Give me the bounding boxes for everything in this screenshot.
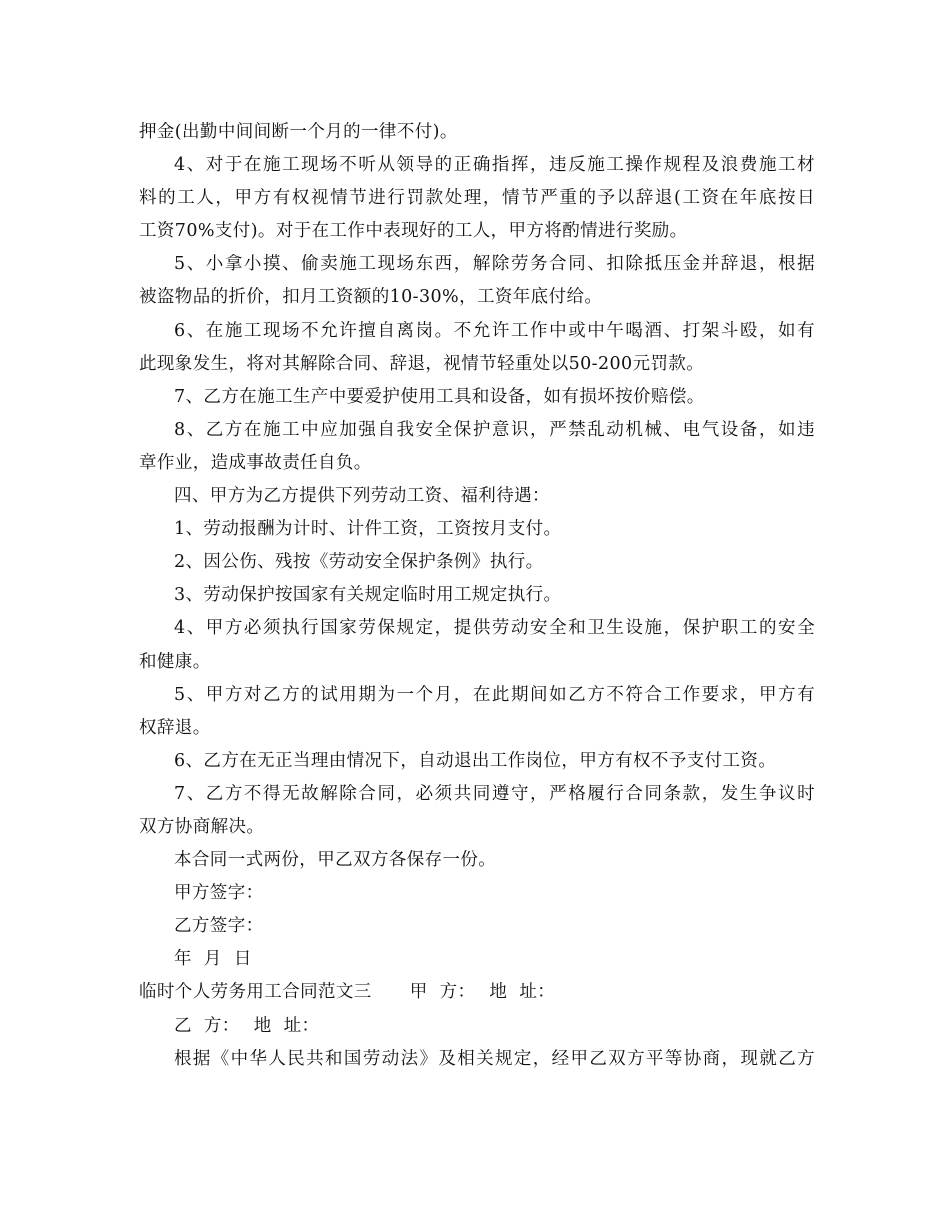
document-body: [139, 116, 815, 1076]
text-line: 6、乙方在无正当理由情况下，自动退出工作岗位，甲方有权不予支付工资。: [174, 750, 777, 771]
text-line: 1、劳动报酬为计时、计件工资，工资按月支付。: [174, 519, 562, 540]
text-line: 3、劳动保护按国家有关规定临时用工规定执行。: [174, 585, 562, 606]
party-b-address-char2: 址：: [283, 1015, 320, 1036]
contract-title-line: [139, 976, 815, 1009]
text-line: 和健康。: [139, 651, 211, 672]
party-b-signature-label: 乙方签字：: [174, 916, 264, 937]
text-line: 6、在施工现场不允许擅自离岗。不允许工作中或中午喝酒、打架斗殴，如有: [174, 320, 815, 341]
text-line: 4、对于在施工现场不听从领导的正确指挥，违反施工操作规程及浪费施工材: [174, 155, 815, 176]
party-a-label-char2: 方：: [439, 982, 476, 1003]
date-year-label: 年: [174, 949, 192, 970]
party-b-label-char2: 方：: [203, 1015, 240, 1036]
party-a-label-char1: 甲: [409, 982, 428, 1003]
text-line: 2、因公伤、残按《劳动安全保护条例》执行。: [174, 552, 544, 573]
text-line: 本合同一式两份，甲乙双方各保存一份。: [174, 850, 497, 871]
text-line: 5、小拿小摸、偷卖施工现场东西，解除劳务合同、扣除抵压金并辞退，根据: [174, 254, 815, 275]
text-line: 权辞退。: [139, 717, 211, 738]
date-day-label: 日: [233, 949, 252, 970]
party-b-address-char1: 地: [253, 1015, 272, 1036]
contract-title: 临时个人劳务用工合同范文三: [139, 982, 372, 1003]
party-a-address-char2: 址：: [519, 982, 556, 1003]
party-a-address-char1: 地: [489, 982, 508, 1003]
text-line: 章作业，造成事故责任自负。: [139, 452, 372, 473]
party-b-line: [139, 1010, 815, 1043]
date-month-label: 月: [203, 949, 222, 970]
text-line: 料的工人，甲方有权视情节进行罚款处理，情节严重的予以辞退(工资在年底按日: [139, 188, 815, 209]
date-line: [139, 943, 815, 976]
text-line: 根据《中华人民共和国劳动法》及相关规定，经甲乙双方平等协商，现就乙方: [174, 1048, 815, 1069]
text-line: 7、乙方在施工生产中要爱护使用工具和设备，如有损坏按价赔偿。: [174, 386, 705, 407]
party-b-label-char1: 乙: [174, 1015, 192, 1036]
text-line: 被盗物品的折价，扣月工资额的10-30%，工资年底付给。: [139, 287, 603, 308]
text-line: 双方协商解决。: [139, 816, 265, 837]
text-line: 此现象发生，将对其解除合同、辞退，视情节轻重处以50-200元罚款。: [139, 353, 705, 374]
party-a-signature-label: 甲方签字：: [174, 883, 264, 904]
text-line: 8、乙方在施工中应加强自我安全保护意识，严禁乱动机械、电气设备，如违: [174, 419, 815, 440]
section-heading: 四、甲方为乙方提供下列劳动工资、福利待遇：: [174, 486, 550, 507]
text-line: 5、甲方对乙方的试用期为一个月，在此期间如乙方不符合工作要求，甲方有: [174, 684, 815, 705]
text-line: 押金(出勤中间间断一个月的一律不付)。: [139, 122, 458, 142]
text-line: 工资70%支付)。对于在工作中表现好的工人，甲方将酌情进行奖励。: [139, 221, 688, 242]
text-line: 7、乙方不得无故解除合同，必须共同遵守，严格履行合同条款，发生争议时: [174, 783, 815, 804]
text-line: 4、甲方必须执行国家劳保规定，提供劳动安全和卫生设施，保护职工的安全: [174, 618, 815, 639]
